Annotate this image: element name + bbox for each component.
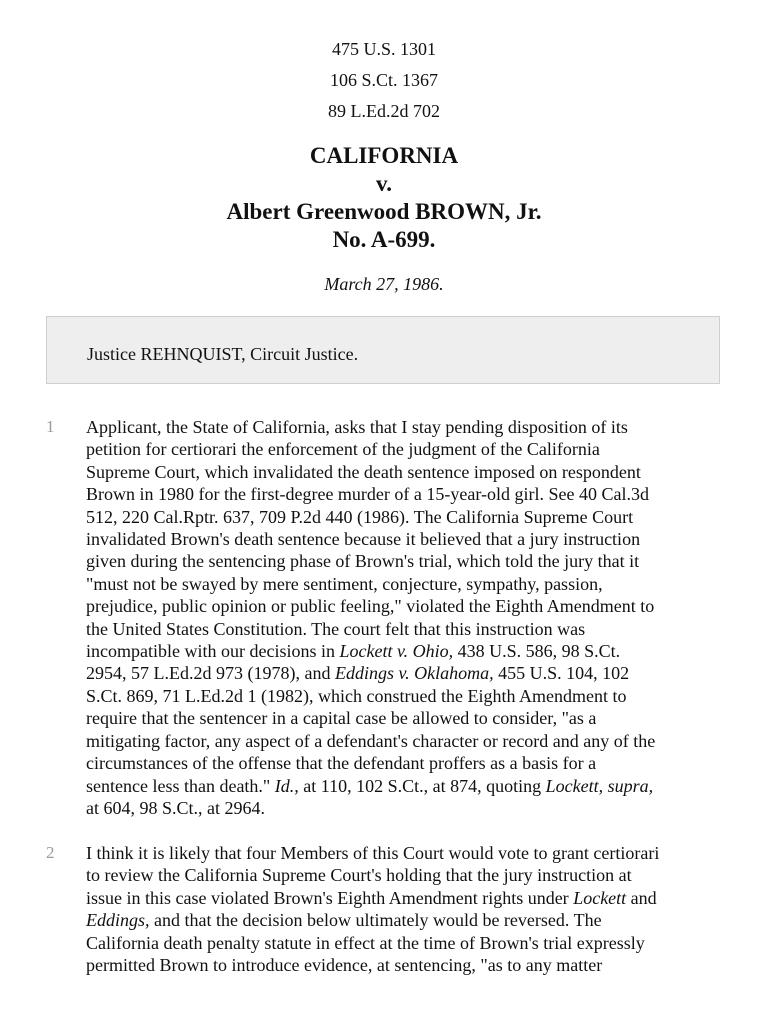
text-run: petition for certiorari the enforcement of the judgment of the California [86,439,600,460]
text-line [86,618,726,640]
text-run: require that the sentencer in a capital case be allowed to consider, "as a [86,708,597,729]
paragraph-number: 1 [46,417,55,436]
petitioner-name: CALIFORNIA [309,143,459,168]
text-line [86,416,726,438]
text-line [86,707,726,729]
text-run: Applicant, the State of California, asks that I stay pending disposition of its [86,417,628,437]
text-run: "must not be swayed by mere sentiment, conjecture, sympathy, passion, [86,573,603,594]
text-run: Supreme Court, which invalidated the death sentence imposed on respondent [86,461,641,482]
text-run: Brown in 1980 for the first-degree murder of a 15-year-old girl. See 40 Cal.3d [86,484,649,505]
text-line [86,550,726,572]
text-run: permitted Brown to introduce evidence, at sentencing, "as to any matter [86,955,603,976]
text-line [86,864,726,886]
paragraph-text [86,416,726,819]
paragraph-text [86,842,726,976]
docket-number: No. A-699. [332,227,436,252]
text-line [86,506,726,528]
text-run: 512, 220 Cal.Rptr. 637, 709 P.2d 440 (1986). The California Supreme Court [86,506,634,527]
case-citation: Id., [274,775,299,796]
case-caption [0,142,768,254]
text-line [86,730,726,752]
citation-led: 89 L.Ed.2d 702 [328,101,440,121]
text-line [86,640,726,662]
paragraph-number: 2 [46,843,55,862]
text-run: 438 U.S. 586, 98 S.Ct. [453,641,621,662]
text-run: at 604, 98 S.Ct., at 2964. [86,797,265,818]
text-line [86,461,726,483]
case-citation: Lockett [573,887,627,908]
text-run: I think it is likely that four Members of this Court would vote to grant certiorari [86,843,660,863]
text-line [86,954,726,976]
text-run: at 110, 102 S.Ct., at 874, quoting [298,775,546,796]
text-line [86,842,726,864]
citation-sct: 106 S.Ct. 1367 [329,70,439,90]
text-line [86,483,726,505]
text-line [86,909,726,931]
text-run: issue in this case violated Brown's Eighth Amendment rights under [86,887,574,908]
text-line [86,573,726,595]
text-run: and that the decision below ultimately would be reversed. The [149,910,602,931]
text-line [86,797,726,819]
text-run: incompatible with our decisions in [86,641,340,662]
text-line [86,685,726,707]
text-line [86,775,726,797]
text-line [86,932,726,954]
citation-block [0,34,768,127]
text-run: given during the sentencing phase of Brown's trial, which told the jury that it [86,551,640,572]
decision-date: March 27, 1986. [324,274,444,294]
case-citation: Lockett, supra, [545,775,654,796]
text-line [86,752,726,774]
text-run: S.Ct. 869, 71 L.Ed.2d 1 (1982), which construed the Eighth Amendment to [86,685,627,706]
text-line [86,528,726,550]
text-run: invalidated Brown's death sentence because it believed that a jury instruction [86,529,641,550]
text-run: to review the California Supreme Court's holding that the jury instruction at [86,865,632,886]
text-run: prejudice, public opinion or public feeling," violated the Eighth Amendment to [86,596,655,617]
justice-label: Justice REHNQUIST, Circuit Justice. [87,344,359,364]
versus-label: v. [376,171,392,196]
text-line [86,438,726,460]
respondent-name: Albert Greenwood BROWN, Jr. [226,199,542,224]
text-run: sentence less than death." [86,775,275,796]
text-run: mitigating factor, any aspect of a defendant's character or record and any of the [86,730,656,751]
text-run: the United States Constitution. The court felt that this instruction was [86,618,586,639]
text-run: 455 U.S. 104, 102 [493,663,630,684]
text-line [86,595,726,617]
text-line [86,887,726,909]
case-citation: Lockett v. Ohio, [339,641,454,662]
text-run: circumstances of the offense that the defendant proffers as a basis for a [86,753,597,774]
text-run: 2954, 57 L.Ed.2d 973 (1978), and [86,663,335,684]
text-line [86,662,726,684]
text-run: California death penalty statute in effect at the time of Brown's trial expressly [86,932,645,953]
justice-box [46,316,720,384]
case-citation: Eddings v. Oklahoma, [334,663,494,684]
case-citation: Eddings, [86,910,150,931]
citation-us: 475 U.S. 1301 [331,39,436,59]
text-run: and [626,887,657,908]
